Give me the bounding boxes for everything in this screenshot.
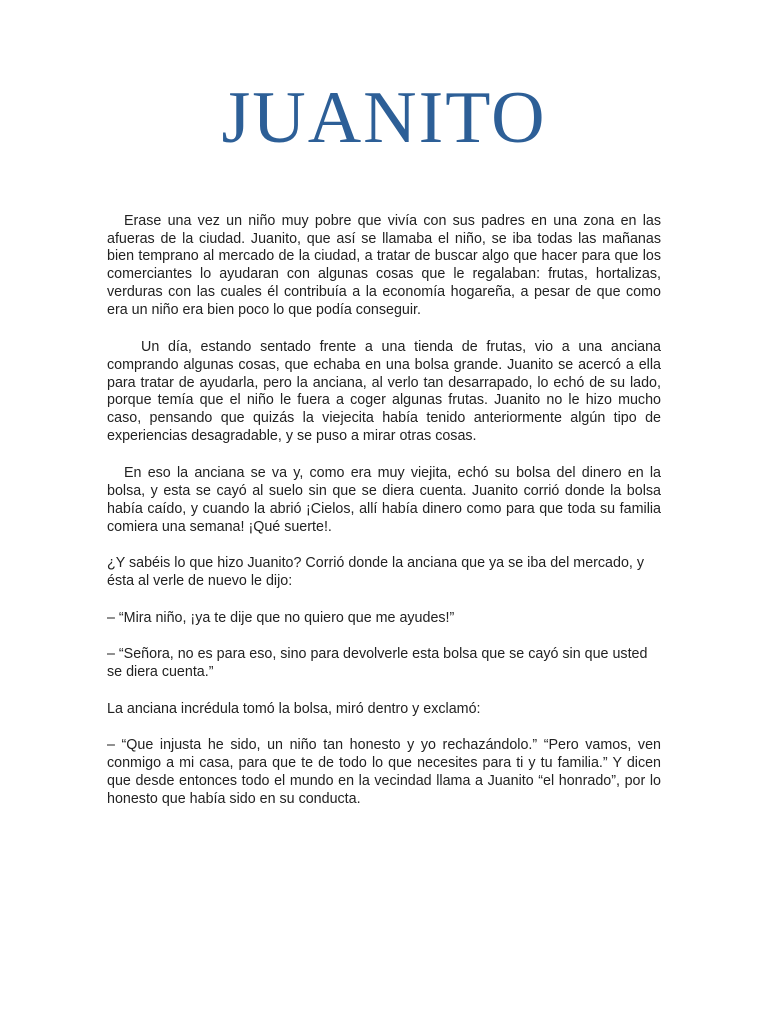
document-title: JUANITO (221, 77, 547, 159)
paragraph-4: ¿Y sabéis lo que hizo Juanito? Corrió donde la anciana que ya se iba del mercado, y ésta al verle de nuevo le dijo: (107, 555, 644, 589)
document-body (107, 213, 661, 808)
paragraph-6: – “Señora, no es para eso, sino para devolverle esta bolsa que se cayó sin que usted se diera cuenta.” (107, 646, 648, 681)
paragraph-2: Un día, estando sentado frente a una tienda de frutas, vio a una anciana comprando algunas cosas, que echaba en una bolsa grande. Juanito se acercó a ella para tratar de ayudarla, pero la anciana, al verlo tan desarrapado, lo echó de su lado, porque temía que el niño le fuera a coger algunas frutas. Juanito no le hizo mucho caso, pensando que quizás la viejecita había tenido anteriormente algún tipo de experiencias desagradable, y se puso a mirar otras cosas. (107, 339, 661, 444)
paragraph-8: – “Que injusta he sido, un niño tan honesto y yo rechazándolo.” “Pero vamos, ven conmigo a mi casa, para que te de todo lo que necesites para ti y tu familia.” Y dicen que desde entonces todo el mundo en la vecindad llama a Juanito “el honrado”, por lo honesto que había sido en su conducta. (107, 737, 661, 807)
paragraph-1: Erase una vez un niño muy pobre que vivía con sus padres en una zona en las afueras de la ciudad. Juanito, que así se llamaba el niño, se iba todas las mañanas bien temprano al mercado de la ciudad, a tratar de buscar algo que hacer para que los comerciantes lo ayudaran con algunas cosas que le regalaban: frutas, hortalizas, verduras con las cuales él contribuía a la economía hogareña, a pesar de que como era un niño era bien poco lo que podía conseguir. (107, 213, 661, 318)
paragraph-7: La anciana incrédula tomó la bolsa, miró dentro y exclamó: (107, 700, 481, 717)
paragraph-5: – “Mira niño, ¡ya te dije que no quiero que me ayudes!” (107, 609, 455, 626)
paragraph-3: En eso la anciana se va y, como era muy viejita, echó su bolsa del dinero en la bolsa, y esta se cayó al suelo sin que se diera cuenta. Juanito corrió donde la bolsa había caído, y cuando la abrió ¡Cielos, allí había dinero como para que toda su familia comiera una semana! ¡Qué suerte!. (107, 465, 661, 535)
